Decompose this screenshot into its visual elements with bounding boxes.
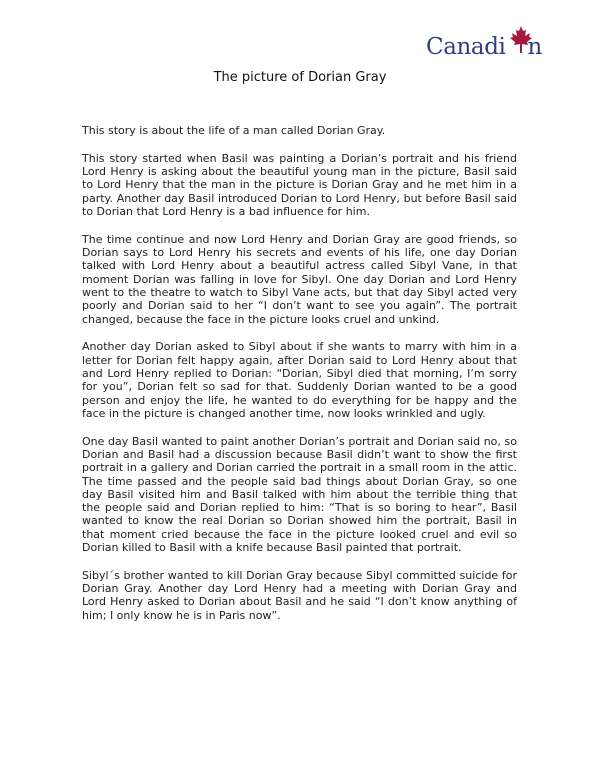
paragraph: The time continue and now Lord Henry and Dorian Gray are good friends, so Dorian says to Lord Henry his secrets and events of his life, one day Dorian talked with Lord Henry about a beautiful actress called Sibyl Vane, in that moment Dorian was falling in love for Sibyl. One day Dorian and Lord Henry went to the theatre to watch to Sibyl Vane acts, but that day Sibyl acted very poorly and Dorian said to her “I don’t want to see you again”. The portrait changed, because the face in the picture looks cruel and unkind. <box>82 232 517 326</box>
logo-text-left: Canadi <box>426 34 506 60</box>
logo-text-right: n <box>527 34 542 60</box>
paragraph: Sibyl´s brother wanted to kill Dorian Gray because Sibyl committed suicide for Dorian Gray. Another day Lord Henry had a meeting with Dorian Gray and Lord Henry asked to Dorian about Basil and he said “I don’t know anything of him; I only know he is in Paris now”. <box>82 568 517 622</box>
maple-leaf-icon <box>510 26 532 54</box>
paragraph: One day Basil wanted to paint another Dorian’s portrait and Dorian said no, so Dorian and Basil had a discussion because Basil didn’t want to show the first portrait in a gallery and Dorian carried the portrait in a small room in the attic. The time passed and the people said bad things about Dorian Gray, so one day Basil visited him and Basil talked with him about the terrible thing that the people said and Dorian replied to him: “That is so boring to hear”, Basil wanted to know the real Dorian so Dorian showed him the portrait, Basil in that moment cried because the face in the picture looked cruel and evil so Dorian killed to Basil with a knife because Basil painted that portrait. <box>82 434 517 555</box>
canadian-logo <box>426 34 566 68</box>
paragraph: Another day Dorian asked to Sibyl about if she wants to marry with him in a letter for Dorian felt happy again, after Dorian said to Lord Henry about that and Lord Henry replied to Dorian: “Dorian, Sibyl died that morning, I’m sorry for you”, Dorian felt so sad for that. Suddenly Dorian wanted to be a good person and enjoy the life, he wanted to do everything for be happy and the face in the picture is changed another time, now looks wrinkled and ugly. <box>82 340 517 420</box>
paragraph: This story is about the life of a man called Dorian Gray. <box>82 124 386 137</box>
paragraph: This story started when Basil was painting a Dorian’s portrait and his friend Lord Henry is asking about the beautiful young man in the picture, Basil said to Lord Henry that the man in the picture is Dorian Gray and he met him in a party. Another day Basil introduced Dorian to Lord Henry, but before Basil said to Dorian that Lord Henry is a bad influence for him. <box>82 151 517 218</box>
document-body <box>82 124 517 637</box>
document-title: The picture of Dorian Gray <box>213 70 387 85</box>
